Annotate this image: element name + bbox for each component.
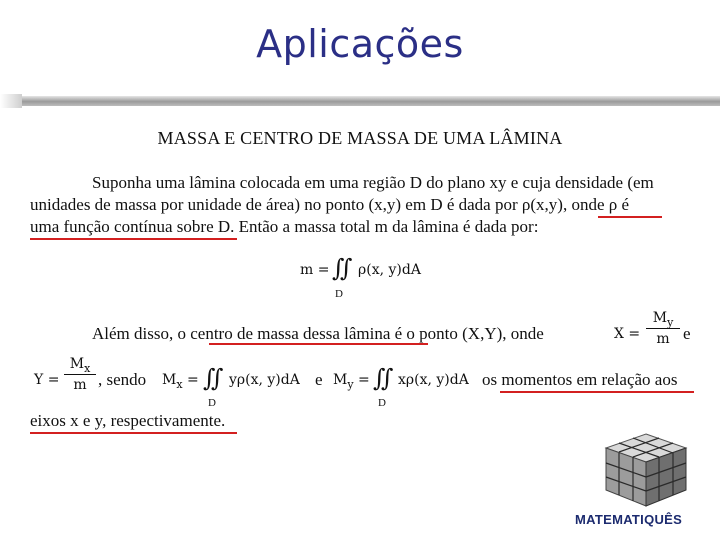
x-eq-lhs: X = bbox=[614, 326, 641, 342]
title-divider bbox=[0, 93, 720, 109]
mx-label: $M_x$ = bbox=[162, 372, 199, 391]
divider-bar bbox=[22, 96, 720, 106]
divider-cap bbox=[0, 94, 22, 108]
y-eq-lhs: Y = bbox=[34, 372, 60, 388]
my-integrand: xρ(x, y)dA bbox=[398, 372, 469, 388]
my-label: $M_y$ = bbox=[333, 372, 370, 391]
x-eq-fraction bbox=[646, 310, 680, 347]
double-integral-symbol: ∬ bbox=[332, 254, 353, 282]
moments-text: os momentos em relação aos bbox=[482, 370, 678, 389]
x-eq-den: m bbox=[656, 331, 670, 347]
paragraph3-end: eixos x e y, respectivamente. bbox=[30, 411, 226, 430]
paragraph1-line3: uma função contínua sobre D. Então a massa total m da lâmina é dada por: bbox=[30, 217, 539, 236]
y-eq-num: M bbox=[69, 356, 85, 372]
x-eq-num-sub: y bbox=[667, 316, 674, 329]
my-domain: D bbox=[378, 397, 386, 409]
y-eq-den: m bbox=[73, 377, 87, 393]
underline-density bbox=[598, 216, 662, 218]
sendo-text: , sendo bbox=[98, 370, 147, 389]
section-heading: MASSA E CENTRO DE MASSA DE UMA LÂMINA bbox=[157, 128, 563, 148]
mass-integrand: ρ(x, y)dA bbox=[358, 262, 421, 278]
underline-center-of-mass bbox=[209, 343, 428, 345]
conjunction-e: e bbox=[315, 370, 323, 389]
underline-continuous bbox=[30, 238, 237, 240]
mass-lhs: m = bbox=[300, 262, 330, 278]
underline-axes bbox=[30, 432, 237, 434]
page-title: Aplicações bbox=[256, 22, 464, 66]
mass-domain: D bbox=[335, 288, 343, 300]
y-eq-num-sub: x bbox=[84, 362, 91, 375]
paragraph1-line1: Suponha uma lâmina colocada em uma região D do plano xy e cuja densidade (em bbox=[92, 173, 654, 192]
paragraph2-start: Além disso, o centro de massa dessa lâmina é o ponto (X,Y), onde bbox=[92, 324, 544, 343]
x-eq-num: M bbox=[652, 310, 668, 326]
y-eq-fraction bbox=[64, 356, 96, 393]
double-integral-symbol: ∬ bbox=[203, 364, 224, 392]
brand-name: MATEMATIQUÊS bbox=[575, 512, 683, 527]
underline-moments bbox=[500, 391, 694, 393]
mx-domain: D bbox=[208, 397, 216, 409]
paragraph1-line2: unidades de massa por unidade de área) no ponto (x,y) em D é dada por ρ(x,y), onde ρ é bbox=[30, 195, 630, 214]
mx-integrand: yρ(x, y)dA bbox=[229, 372, 300, 388]
double-integral-symbol: ∬ bbox=[373, 364, 394, 392]
rubik-cube-logo bbox=[598, 430, 694, 510]
paragraph2-end: e bbox=[683, 324, 691, 343]
